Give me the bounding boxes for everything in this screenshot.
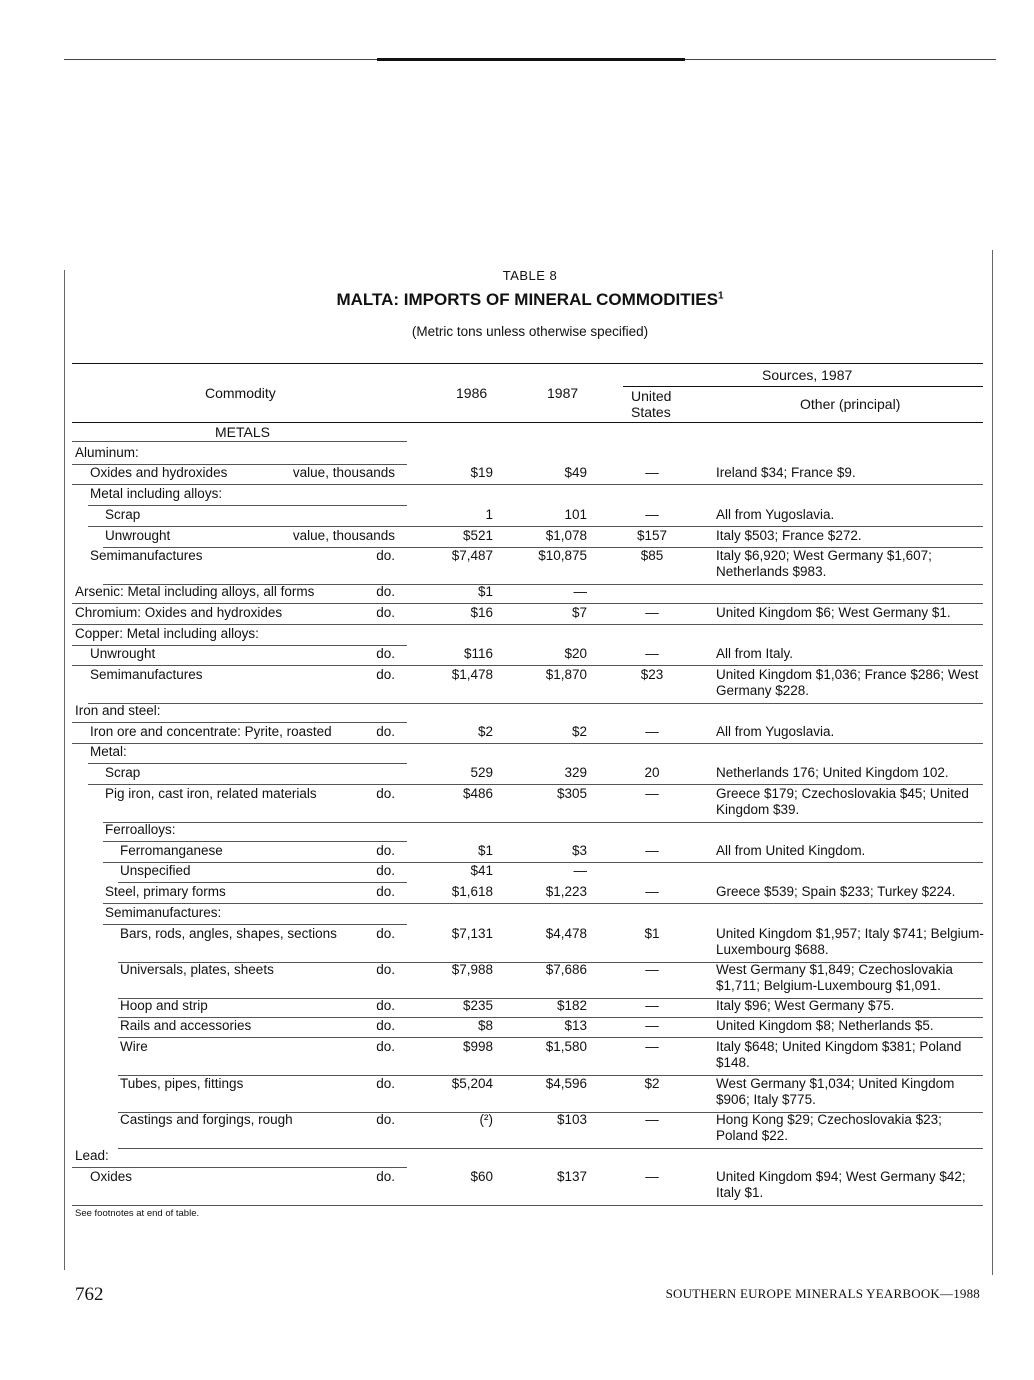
value-1986-cell: $1 <box>477 584 493 599</box>
value-1986-cell: $1 <box>477 843 493 858</box>
header-1987: 1987 <box>547 385 579 401</box>
commodity-cell: Oxides <box>90 1169 133 1184</box>
commodity-cell: Unwrought <box>90 646 156 661</box>
page-number: 762 <box>75 1284 104 1305</box>
unit-cell: do. <box>376 926 395 941</box>
commodity-cell: Iron ore and concentrate: Pyrite, roasted <box>90 724 332 739</box>
sources-rule <box>623 386 983 387</box>
other-sources-cell: Italy $96; West Germany $75. <box>716 998 895 1013</box>
header-top-rule <box>72 363 983 364</box>
commodity-cell: Aluminum: <box>75 445 139 460</box>
other-sources-cell: United Kingdom $8; Netherlands $5. <box>716 1018 934 1033</box>
unit-cell: do. <box>376 724 395 739</box>
value-1987-cell: $103 <box>556 1112 587 1127</box>
unit-cell: do. <box>376 605 395 620</box>
value-1987-cell: $10,875 <box>538 548 587 563</box>
value-1986-cell: $7,988 <box>451 962 493 977</box>
value-1987-cell: $49 <box>564 465 587 480</box>
unit-cell: do. <box>376 863 395 878</box>
commodity-cell: Bars, rods, angles, shapes, sections <box>120 926 337 941</box>
value-1987-cell: — <box>573 584 587 599</box>
other-sources-cell: Greece $539; Spain $233; Turkey $224. <box>716 884 956 899</box>
value-1987-cell: $3 <box>571 843 587 858</box>
us-source-cell: $85 <box>640 548 664 563</box>
value-1987-cell: $1,870 <box>545 667 587 682</box>
value-1987-cell: $305 <box>556 786 587 801</box>
unit-cell: do. <box>376 1039 395 1054</box>
us-source-cell: — <box>645 724 659 739</box>
other-sources-cell: United Kingdom $6; West Germany $1. <box>716 605 951 620</box>
value-1987-cell: $2 <box>571 724 587 739</box>
other-sources-cell: All from Yugoslavia. <box>716 507 835 522</box>
value-1986-cell: $1,618 <box>451 884 493 899</box>
other-sources-cell: Greece $179; Czechoslovakia $45; United Kingdom $39. <box>716 786 969 817</box>
header-bottom-rule <box>72 422 983 423</box>
value-1986-cell: $521 <box>462 528 493 543</box>
us-source-cell: — <box>645 507 659 522</box>
other-sources-cell: Italy $503; France $272. <box>716 528 862 543</box>
header-other: Other (principal) <box>800 396 901 412</box>
section-metals: METALS <box>215 424 270 440</box>
value-1986-cell: $7,131 <box>451 926 493 941</box>
value-1987-cell: $4,596 <box>545 1076 587 1091</box>
row-rule <box>88 526 983 527</box>
commodity-cell: Tubes, pipes, fittings <box>120 1076 244 1091</box>
commodity-cell: Copper: Metal including alloys: <box>75 626 259 641</box>
value-1986-cell: $116 <box>463 646 493 661</box>
us-source-cell: $157 <box>636 528 668 543</box>
us-source-cell: — <box>645 884 659 899</box>
us-source-cell: — <box>645 646 659 661</box>
us-source-cell: — <box>645 1112 659 1127</box>
commodity-cell: Metal: <box>90 744 127 759</box>
other-sources-cell: United Kingdom $94; West Germany $42; Italy $1. <box>716 1169 966 1200</box>
commodity-cell: Ferroalloys: <box>105 822 176 837</box>
value-1986-cell: 1 <box>485 507 493 522</box>
other-sources-cell: United Kingdom $1,957; Italy $741; Belgium-Luxembourg $688. <box>716 926 984 957</box>
value-1987-cell: 101 <box>564 507 587 522</box>
other-sources-cell: West Germany $1,034; United Kingdom $906; Italy $775. <box>716 1076 955 1107</box>
value-1986-cell: $16 <box>470 605 493 620</box>
value-1987-cell: — <box>573 863 587 878</box>
unit-cell: do. <box>376 667 395 682</box>
value-1987-cell: $7 <box>571 605 587 620</box>
commodity-cell: Oxides and hydroxides <box>90 465 228 480</box>
us-source-cell: — <box>645 465 659 480</box>
commodity-cell: Scrap <box>105 765 141 780</box>
value-1986-cell: $998 <box>462 1039 493 1054</box>
row-rule <box>72 722 407 723</box>
header-sources: Sources, 1987 <box>762 367 853 383</box>
running-title: SOUTHERN EUROPE MINERALS YEARBOOK—1988 <box>665 1286 980 1301</box>
us-source-cell: $2 <box>644 1076 660 1091</box>
commodity-cell: Universals, plates, sheets <box>120 962 274 977</box>
row-rule <box>103 924 407 925</box>
row-rule <box>103 822 983 823</box>
value-1987-cell: $1,223 <box>545 884 587 899</box>
row-rule <box>88 784 983 785</box>
value-1987-cell: $20 <box>564 646 587 661</box>
row-rule <box>103 841 407 842</box>
header-us: United States <box>631 388 672 420</box>
other-sources-cell: Hong Kong $29; Czechoslovakia $23; Poland $22. <box>716 1112 942 1143</box>
commodity-cell: Arsenic: Metal including alloys, all forms <box>75 584 315 599</box>
value-1987-cell: 329 <box>564 765 587 780</box>
row-rule <box>72 1167 407 1168</box>
value-1986-cell: $5,204 <box>451 1076 493 1091</box>
value-1986-cell: (²) <box>479 1112 493 1127</box>
other-sources-cell: Italy $648; United Kingdom $381; Poland $148. <box>716 1039 962 1070</box>
other-sources-cell: Ireland $34; France $9. <box>716 465 856 480</box>
row-rule <box>72 665 983 666</box>
other-sources-cell: United Kingdom $1,036; France $286; West Germany $228. <box>716 667 979 698</box>
unit-cell: do. <box>376 843 395 858</box>
unit-cell: do. <box>376 1076 395 1091</box>
value-1987-cell: $137 <box>556 1169 587 1184</box>
unit-cell: value, thousands <box>292 528 395 543</box>
commodity-cell: Iron and steel: <box>75 703 161 718</box>
commodity-cell: Unwrought <box>105 528 171 543</box>
us-source-cell: $1 <box>644 926 660 941</box>
header-commodity: Commodity <box>205 385 276 401</box>
us-source-cell: — <box>645 1018 659 1033</box>
row-rule <box>118 1037 983 1038</box>
value-1986-cell: $60 <box>470 1169 493 1184</box>
commodity-cell: Semimanufactures <box>90 667 203 682</box>
commodity-cell: Lead: <box>75 1148 109 1163</box>
table-title: MALTA: IMPORTS OF MINERAL COMMODITIES$^1$ <box>336 290 724 309</box>
row-rule <box>88 763 407 764</box>
us-source-cell: — <box>645 962 659 977</box>
us-source-cell: — <box>645 786 659 801</box>
other-sources-cell: All from United Kingdom. <box>716 843 866 858</box>
row-rule <box>72 743 983 744</box>
row-rule <box>88 703 983 704</box>
unit-cell: do. <box>376 1112 395 1127</box>
value-1987-cell: $182 <box>556 998 587 1013</box>
row-rule <box>118 882 407 883</box>
commodity-cell: Scrap <box>105 507 141 522</box>
value-1986-cell: 529 <box>470 765 493 780</box>
unit-cell: do. <box>376 548 395 563</box>
value-1986-cell: $235 <box>462 998 493 1013</box>
row-rule <box>72 624 983 625</box>
table-subtitle: (Metric tons unless otherwise specified) <box>411 324 649 339</box>
commodity-cell: Hoop and strip <box>120 998 208 1013</box>
section-underline <box>72 441 407 442</box>
commodity-cell: Chromium: Oxides and hydroxides <box>75 605 283 620</box>
footnote: See footnotes at end of table. <box>75 1208 200 1219</box>
row-rule <box>88 505 407 506</box>
us-source-cell: — <box>645 605 659 620</box>
left-margin-line <box>64 270 65 1270</box>
value-1986-cell: $8 <box>477 1018 493 1033</box>
header-1986: 1986 <box>456 385 488 401</box>
unit-cell: do. <box>376 1018 395 1033</box>
other-sources-cell: All from Italy. <box>716 646 794 661</box>
commodity-cell: Semimanufactures <box>90 548 203 563</box>
value-1986-cell: $41 <box>470 863 493 878</box>
row-rule <box>72 1205 983 1206</box>
unit-cell: do. <box>376 1169 395 1184</box>
value-1986-cell: $19 <box>470 465 493 480</box>
other-sources-cell: All from Yugoslavia. <box>716 724 835 739</box>
title-footnote-marker: 1 <box>717 290 724 302</box>
unit-cell: do. <box>376 584 395 599</box>
value-1986-cell: $1,478 <box>451 667 493 682</box>
us-source-cell: — <box>645 1169 659 1184</box>
commodity-cell: Rails and accessories <box>120 1018 252 1033</box>
other-sources-cell: West Germany $1,849; Czechoslovakia $1,711; Belgium-Luxembourg $1,091. <box>716 962 953 993</box>
unit-cell: do. <box>376 962 395 977</box>
value-1986-cell: $2 <box>477 724 493 739</box>
value-1986-cell: $486 <box>462 786 493 801</box>
value-1987-cell: $7,686 <box>545 962 587 977</box>
us-source-cell: — <box>645 1039 659 1054</box>
commodity-cell: Pig iron, cast iron, related materials <box>105 786 317 801</box>
commodity-cell: Castings and forgings, rough <box>120 1112 293 1127</box>
unit-cell: do. <box>376 998 395 1013</box>
value-1987-cell: $13 <box>564 1018 587 1033</box>
unit-cell: do. <box>376 884 395 899</box>
us-source-cell: 20 <box>644 765 660 780</box>
commodity-cell: Semimanufactures: <box>105 905 222 920</box>
value-1987-cell: $4,478 <box>545 926 587 941</box>
commodity-cell: Unspecified <box>120 863 191 878</box>
value-1987-cell: $1,078 <box>545 528 587 543</box>
us-source-cell: — <box>645 843 659 858</box>
unit-cell: value, thousands <box>292 465 395 480</box>
us-source-cell: $23 <box>640 667 664 682</box>
value-1987-cell: $1,580 <box>545 1039 587 1054</box>
commodity-cell: Ferromanganese <box>120 843 223 858</box>
row-rule <box>103 903 983 904</box>
other-sources-cell: Italy $6,920; West Germany $1,607; Netherlands $983. <box>716 548 932 579</box>
row-rule <box>72 484 983 485</box>
value-1986-cell: $7,487 <box>451 548 493 563</box>
commodity-cell: Wire <box>120 1039 148 1054</box>
commodity-cell: Steel, primary forms <box>105 884 226 899</box>
unit-cell: do. <box>376 646 395 661</box>
other-sources-cell: Netherlands 176; United Kingdom 102. <box>716 765 949 780</box>
unit-cell: do. <box>376 786 395 801</box>
row-rule <box>118 1148 983 1149</box>
right-margin-line <box>992 250 993 1275</box>
top-rule-accent <box>377 58 685 61</box>
row-rule <box>72 603 983 604</box>
table-label: TABLE 8 <box>502 268 558 283</box>
us-source-cell: — <box>645 998 659 1013</box>
commodity-cell: Metal including alloys: <box>90 486 223 501</box>
